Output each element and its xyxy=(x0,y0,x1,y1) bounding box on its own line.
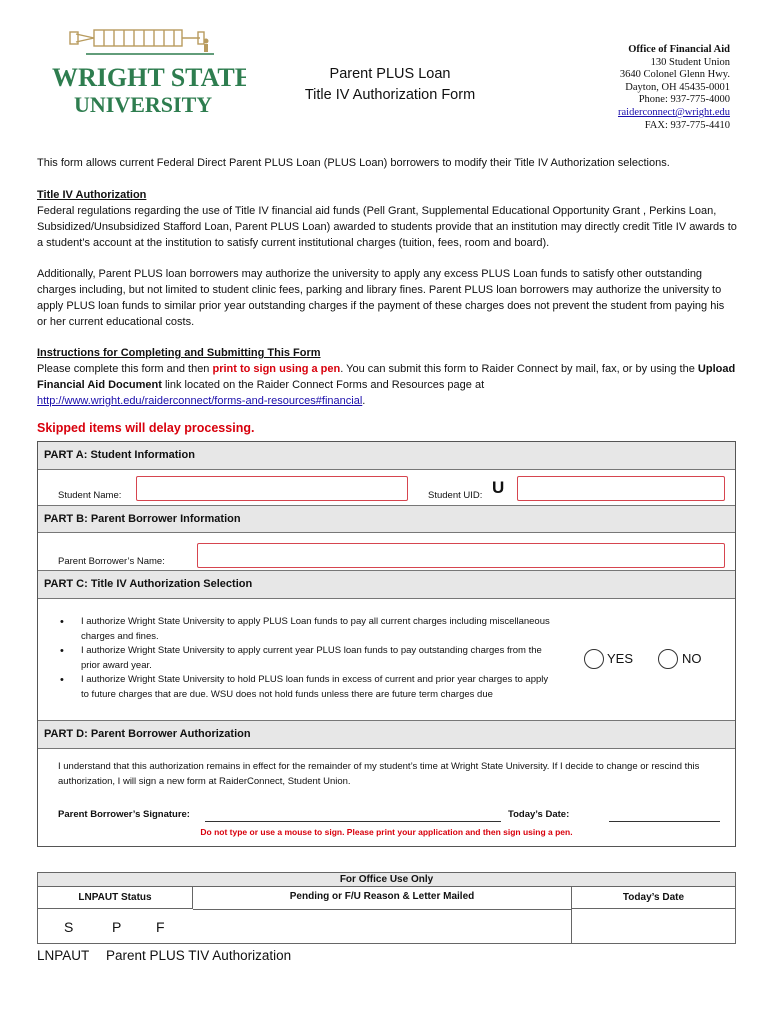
office-use-table xyxy=(37,872,736,944)
office-name: Office of Financial Aid xyxy=(628,44,730,55)
svg-text:WRIGHT STATE: WRIGHT STATE xyxy=(52,63,246,92)
student-uid-label: Student UID: xyxy=(428,490,483,501)
uid-prefix: U xyxy=(492,478,505,497)
date-line[interactable] xyxy=(609,821,720,822)
authorization-statement: I understand that this authorization remains in effect for the remainder of my student’s time at Wright State University. If I decide to change or rescind this authorization, I will sign a new form at RaiderConnect, Student Union. xyxy=(58,761,700,787)
part-a-heading: PART A: Student Information xyxy=(38,442,735,470)
date-label: Today’s Date: xyxy=(508,809,570,820)
form-box xyxy=(37,441,736,847)
status-f: F xyxy=(156,919,165,935)
instructions-text-a: Please complete this form and then xyxy=(37,363,213,375)
parent-name-label: Parent Borrower’s Name: xyxy=(58,556,165,567)
form-title-line2: Title IV Authorization Form xyxy=(304,87,476,103)
student-name-input[interactable] xyxy=(136,476,408,501)
title-iv-section xyxy=(37,187,737,251)
title-iv-para1: Federal regulations regarding the use of Title IV financial aid funds (Pell Grant, Supplemental Educational Opportunity Grant , Perkins Loan, Subsidized/Unsubsidized Stafford Loan, Parent PLUS Loan) awarded to students provide that an institution may directly credit Title IV awards to a student’s account at the institution to satisfy current institutional charges (tuition, fees, room and board). xyxy=(37,205,737,249)
intro-text: This form allows current Federal Direct Parent PLUS Loan (PLUS Loan) borrowers to modify their Title IV Authorization selections. xyxy=(37,157,670,169)
office-address1: 130 Student Union xyxy=(650,56,730,68)
parent-name-input[interactable] xyxy=(197,543,725,568)
status-p: P xyxy=(112,919,122,935)
col-lnpaut-status: LNPAUT Status xyxy=(38,887,193,909)
signature-label: Parent Borrower’s Signature: xyxy=(58,809,190,820)
upload-doc-label: Upload Financial Aid Document xyxy=(37,363,736,391)
auth-item-hold-funds: • I authorize Wright State University to hold PLUS loan funds in excess of current and prior year charges to apply to future charges that are due. WSU does not hold funds unless there are future term charges due xyxy=(38,673,558,702)
office-fax: FAX: 937-775-4410 xyxy=(644,119,730,131)
yes-label: YES xyxy=(607,651,634,666)
yes-radio[interactable] xyxy=(584,649,604,669)
no-label: NO xyxy=(682,651,702,666)
office-address3: Dayton, OH 45435-0001 xyxy=(625,81,730,93)
footer-label: Parent PLUS TIV Authorization xyxy=(106,948,292,963)
print-sign-note: print to sign using a pen xyxy=(212,363,341,375)
part-c-heading: PART C: Title IV Authorization Selection xyxy=(38,570,735,599)
title-iv-para2: Additionally, Parent PLUS loan borrowers may authorize the university to apply any excess PLUS Loan funds to satisfy other outstanding charges including, but not limited to student clinic fees, parking and library fines. Parent PLUS loan borrowers may authorize the university to apply PLUS loan funds to similar prior year outstanding charges if the payment of these charges does not prevent the student from paying his or her current educational costs. xyxy=(37,268,725,328)
auth-item-current-charges: • I authorize Wright State University to apply PLUS Loan funds to pay all current charges including miscellaneous charges and fines. xyxy=(38,615,558,644)
office-address xyxy=(585,44,730,132)
student-name-label: Student Name: xyxy=(58,490,122,501)
skipped-warning: Skipped items will delay processing. xyxy=(37,421,255,435)
status-s: S xyxy=(64,919,74,935)
instructions-heading: Instructions for Completing and Submitting This Form xyxy=(37,347,321,359)
col-pending-reason: Pending or F/U Reason & Letter Mailed xyxy=(193,887,572,909)
forms-resources-link[interactable]: http://www.wright.edu/raiderconnect/forms-and-resources#financial xyxy=(37,395,363,407)
office-email-link[interactable]: raiderconnect@wright.edu xyxy=(618,106,730,118)
no-radio[interactable] xyxy=(658,649,678,669)
authorization-list xyxy=(38,615,558,702)
col-todays-date: Today’s Date xyxy=(572,887,735,909)
student-uid-input[interactable] xyxy=(517,476,725,501)
part-d-heading: PART D: Parent Borrower Authorization xyxy=(38,720,735,749)
instructions-text xyxy=(37,361,737,393)
university-logo xyxy=(46,26,246,121)
form-title-line1: Parent PLUS Loan xyxy=(329,66,451,82)
instructions-section xyxy=(37,345,737,409)
part-b-heading: PART B: Parent Borrower Information xyxy=(38,505,735,533)
instructions-text-c: link located on the Raider Connect Forms and Resources page at xyxy=(161,379,485,391)
pen-sign-note: Do not type or use a mouse to sign. Please print your application and then sign using a pen. xyxy=(200,827,573,837)
form-title xyxy=(270,64,510,106)
svg-text:UNIVERSITY: UNIVERSITY xyxy=(74,92,213,117)
wright-flyer-logo-icon xyxy=(46,26,246,121)
instructions-url-end: . xyxy=(362,395,366,407)
office-address2: 3640 Colonel Glenn Hwy. xyxy=(619,69,730,81)
auth-item-prior-year: • I authorize Wright State University to apply current year PLUS loan funds to pay outstanding charges from the prior award year. xyxy=(38,644,558,673)
reason-cell[interactable] xyxy=(193,909,572,943)
title-iv-heading: Title IV Authorization xyxy=(37,189,147,201)
office-use-title: For Office Use Only xyxy=(38,873,735,887)
instructions-text-b: . You can submit this form to Raider Connect by mail, fax, or by using the xyxy=(340,363,698,375)
footer-code: LNPAUT xyxy=(37,948,90,963)
signature-line[interactable] xyxy=(205,821,501,822)
instructions-url-line xyxy=(37,393,737,409)
office-phone: Phone: 937-775-4000 xyxy=(638,94,730,106)
